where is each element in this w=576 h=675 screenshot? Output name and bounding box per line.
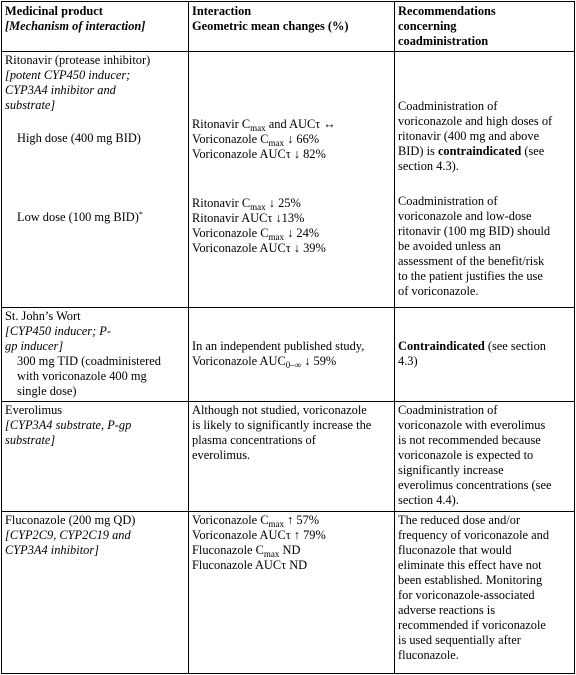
interaction-line: everolimus. xyxy=(192,448,251,462)
recommendation-line: assessment of the benefit/risk xyxy=(398,254,545,268)
mechanism-text: [CYP450 inducer; P- xyxy=(5,324,111,338)
change-line: Ritonavir $C_{max}$ ↓ 25% xyxy=(192,196,301,212)
recommendation-line: is used sequentially after xyxy=(398,633,521,647)
table-border-top xyxy=(1,1,574,2)
table-border-bottom xyxy=(1,673,574,674)
recommendation-line: Coadministration of xyxy=(398,403,498,417)
interaction-line: In an independent published study, xyxy=(192,339,365,353)
interaction-line: Although not studied, voriconazole xyxy=(192,403,367,417)
recommendation-line: significantly increase xyxy=(398,463,504,477)
change-line: Voriconazole $C_{max}$ ↓ 24% xyxy=(192,226,320,242)
recommendation-line: section 4.4). xyxy=(398,493,459,507)
recommendation-line: adverse reactions is xyxy=(398,603,496,617)
change-line: Fluconazole $C_{max}$ ND xyxy=(192,543,301,559)
header-text: [Mechanism of interaction] xyxy=(5,19,146,33)
column-divider xyxy=(394,1,395,674)
change-line: Voriconazole AUCτ ↓ 39% xyxy=(192,241,326,255)
mechanism-text: substrate] xyxy=(5,98,56,112)
stjohns-recommendation xyxy=(398,339,570,369)
ritonavir-low-dose-recommendation xyxy=(398,194,570,299)
dose-label: High dose (400 mg BID) xyxy=(17,131,141,145)
change-line: Voriconazole AUCτ ↓ 82% xyxy=(192,147,326,161)
header-text: Geometric mean changes (%) xyxy=(192,19,349,33)
dose-text: single dose) xyxy=(17,384,77,398)
recommendation-line: 4.3) xyxy=(398,354,418,368)
recommendation-line: eliminate this effect have not xyxy=(398,558,542,572)
everolimus-product xyxy=(5,403,187,448)
recommendation-line: be avoided unless an xyxy=(398,239,501,253)
mechanism-text: substrate] xyxy=(5,433,56,447)
ritonavir-product xyxy=(5,53,187,113)
fluconazole-changes xyxy=(192,513,392,573)
table-border-left xyxy=(1,1,2,674)
product-name: Everolimus xyxy=(5,403,63,417)
mechanism-text: [CYP3A4 substrate, P-gp xyxy=(5,418,132,432)
header-medicinal-product xyxy=(5,4,187,34)
header-text: Medicinal product xyxy=(5,4,103,18)
dose-text: with voriconazole 400 mg xyxy=(17,369,147,383)
fluconazole-product xyxy=(5,513,187,558)
header-text: concerning xyxy=(398,19,457,33)
everolimus-recommendation xyxy=(398,403,570,508)
recommendation-line: voriconazole with everolimus xyxy=(398,418,546,432)
stjohns-interaction xyxy=(192,339,392,369)
stjohns-product xyxy=(5,309,187,399)
row-divider xyxy=(1,511,574,512)
recommendation-line: everolimus concentrations (see xyxy=(398,478,552,492)
row-divider xyxy=(1,307,574,308)
change-line: Voriconazole $C_{max}$ ↓ 66% xyxy=(192,132,320,148)
header-text: Recommendations xyxy=(398,4,496,18)
recommendation-line: BID) is contraindicated (see xyxy=(398,144,545,158)
row-divider xyxy=(1,51,574,52)
ritonavir-low-dose-changes xyxy=(192,196,392,256)
dose-text: 300 mg TID (coadministered xyxy=(17,354,161,368)
recommendation-line: fluconazole. xyxy=(398,648,459,662)
recommendation-line: voriconazole and low-dose xyxy=(398,209,532,223)
mechanism-text: gp inducer] xyxy=(5,339,64,353)
ritonavir-high-dose-label xyxy=(17,131,199,146)
header-recommendations xyxy=(398,4,570,49)
mechanism-text: CYP3A4 inhibitor and xyxy=(5,83,116,97)
recommendation-line: recommended if voriconazole xyxy=(398,618,546,632)
product-name: St. John’s Wort xyxy=(5,309,81,323)
change-line: Ritonavir $C_{max}$ and AUCτ ↔ xyxy=(192,117,336,133)
recommendation-line: section 4.3). xyxy=(398,159,459,173)
contraindicated-emphasis: Contraindicated xyxy=(398,339,485,353)
recommendation-line: frequency of voriconazole and xyxy=(398,528,550,542)
recommendation-line: to the patient justifies the use xyxy=(398,269,543,283)
change-line: Voriconazole AUCτ ↑ 79% xyxy=(192,528,326,542)
recommendation-line: ritonavir (100 mg BID) should xyxy=(398,224,551,238)
change-line: Ritonavir AUCτ ↓13% xyxy=(192,211,305,225)
recommendation-line: Contraindicated (see section xyxy=(398,339,546,353)
column-divider xyxy=(188,1,189,674)
recommendation-line: Coadministration of xyxy=(398,194,498,208)
everolimus-interaction xyxy=(192,403,392,463)
dose-label: Low dose (100 mg BID)* xyxy=(17,210,143,224)
mechanism-text: [potent CYP450 inducer; xyxy=(5,68,131,82)
interaction-line: plasma concentrations of xyxy=(192,433,316,447)
footnote-mark: * xyxy=(138,210,143,219)
recommendation-line: Coadministration of xyxy=(398,99,498,113)
header-interaction xyxy=(192,4,392,34)
recommendation-line: for voriconazole-associated xyxy=(398,588,535,602)
ritonavir-high-dose-changes xyxy=(192,117,392,162)
recommendation-line: The reduced dose and/or xyxy=(398,513,521,527)
mechanism-text: [CYP2C9, CYP2C19 and xyxy=(5,528,131,542)
recommendation-line: been established. Monitoring xyxy=(398,573,543,587)
ritonavir-low-dose-label xyxy=(17,210,199,225)
change-line: Voriconazole $C_{max}$ ↑ 57% xyxy=(192,513,320,529)
product-name: Fluconazole (200 mg QD) xyxy=(5,513,136,527)
product-name: Ritonavir (protease inhibitor) xyxy=(5,53,151,67)
recommendation-line: fluconazole that would xyxy=(398,543,512,557)
recommendation-line: is not recommended because xyxy=(398,433,541,447)
fluconazole-recommendation xyxy=(398,513,570,663)
recommendation-line: voriconazole and high doses of xyxy=(398,114,553,128)
row-divider xyxy=(1,401,574,402)
interaction-line: Voriconazole $AUC_{0-\infty}$ ↓ 59% xyxy=(192,354,337,370)
recommendation-line: ritonavir (400 mg and above xyxy=(398,129,540,143)
contraindicated-emphasis: contraindicated xyxy=(437,144,522,158)
mechanism-text: CYP3A4 inhibitor] xyxy=(5,543,99,557)
recommendation-line: voriconazole is expected to xyxy=(398,448,534,462)
header-text: Interaction xyxy=(192,4,252,18)
ritonavir-high-dose-recommendation xyxy=(398,99,570,174)
header-text: coadministration xyxy=(398,34,489,48)
recommendation-line: of voriconazole. xyxy=(398,284,479,298)
change-line: Fluconazole AUCτ ND xyxy=(192,558,308,572)
table-border-right xyxy=(574,1,575,674)
interaction-line: is likely to significantly increase the xyxy=(192,418,372,432)
